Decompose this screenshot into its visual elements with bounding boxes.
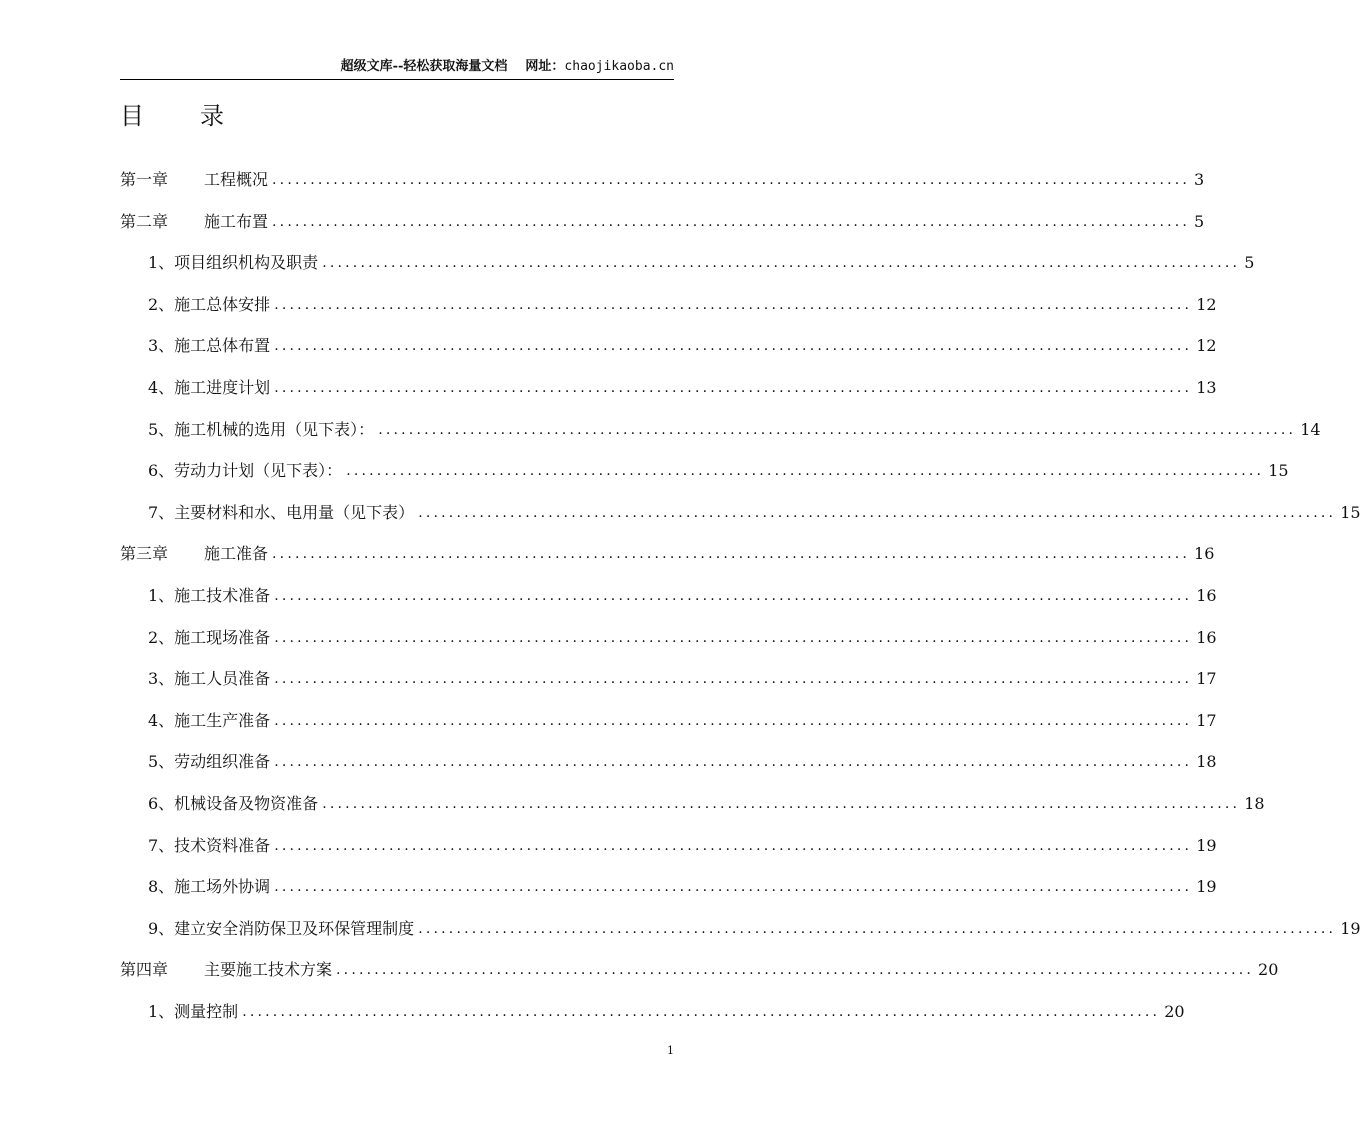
toc-entry-label xyxy=(148,875,270,899)
toc-page-number: 19 xyxy=(1196,877,1217,896)
toc-dot-leader: ........................................................................................................................ xyxy=(346,463,1265,479)
toc-dot-leader: ........................................................................................................................ xyxy=(274,713,1193,729)
toc-title-part1: 目 xyxy=(120,102,144,130)
toc-page-number: 5 xyxy=(1244,253,1255,272)
toc-dot-leader: ........................................................................................................................ xyxy=(274,630,1193,646)
toc-title-part2: 录 xyxy=(200,102,224,130)
toc-entry-label xyxy=(120,168,268,192)
toc-dot-leader: ........................................................................................................................ xyxy=(272,172,1191,188)
toc-section-entry[interactable] xyxy=(148,834,1217,858)
header-url-label: 网址： xyxy=(525,59,565,74)
toc-dot-leader: ........................................................................................................................ xyxy=(274,380,1193,396)
toc-section-entry[interactable] xyxy=(148,667,1217,691)
toc-page-number: 16 xyxy=(1196,628,1217,647)
toc-dot-leader: ........................................................................................................................ xyxy=(274,754,1193,770)
toc-entry-text: 主要施工技术方案 xyxy=(204,960,333,979)
toc-dot-leader: ........................................................................................................................ xyxy=(274,838,1193,854)
toc-entry-label xyxy=(148,376,270,400)
toc-entry-text: 3、施工人员准备 xyxy=(148,669,271,688)
toc-entry-label xyxy=(148,334,270,358)
toc-entry-label xyxy=(148,584,270,608)
toc-section-entry[interactable] xyxy=(148,584,1217,608)
toc-entry-text: 6、机械设备及物资准备 xyxy=(148,794,319,813)
toc-dot-leader: ........................................................................................................................ xyxy=(378,422,1297,438)
toc-chapter-entry[interactable] xyxy=(120,958,1279,982)
toc-entry-text: 6、劳动力计划（见下表）： xyxy=(148,461,343,480)
toc-dot-leader: ........................................................................................................................ xyxy=(418,921,1337,937)
toc-section-entry[interactable] xyxy=(148,792,1265,816)
toc-entry-text: 工程概况 xyxy=(204,170,269,189)
toc-dot-leader: ........................................................................................................................ xyxy=(322,255,1241,271)
toc-entry-text: 施工准备 xyxy=(204,544,269,563)
toc-section-entry[interactable] xyxy=(148,626,1217,650)
toc-dot-leader: ........................................................................................................................ xyxy=(242,1004,1161,1020)
toc-entry-label xyxy=(120,958,332,982)
toc-dot-leader: ........................................................................................................................ xyxy=(336,962,1255,978)
toc-page-number: 19 xyxy=(1340,919,1361,938)
toc-dot-leader: ........................................................................................................................ xyxy=(272,214,1191,230)
toc-page-number: 14 xyxy=(1300,420,1321,439)
toc-entry-label xyxy=(148,626,270,650)
toc-page-number: 5 xyxy=(1194,212,1205,231)
toc-page-number: 16 xyxy=(1194,544,1215,563)
toc-page-number: 18 xyxy=(1244,794,1265,813)
toc-page-number: 12 xyxy=(1196,295,1217,314)
toc-entry-label xyxy=(148,293,270,317)
toc-section-entry[interactable] xyxy=(148,334,1217,358)
toc-chapter-entry[interactable] xyxy=(120,542,1215,566)
toc-entry-label xyxy=(120,210,268,234)
toc-page-number: 17 xyxy=(1196,669,1217,688)
toc-entry-label xyxy=(148,917,414,941)
toc-page-number: 13 xyxy=(1196,378,1217,397)
toc-section-entry[interactable] xyxy=(148,251,1255,275)
toc-entry-label xyxy=(120,542,268,566)
toc-entry-label xyxy=(148,1000,238,1024)
toc-entry-label xyxy=(148,834,270,858)
toc-entry-label xyxy=(148,750,270,774)
toc-chapter-number: 第一章 xyxy=(120,170,169,189)
toc-page-number: 15 xyxy=(1340,503,1361,522)
toc-section-entry[interactable] xyxy=(148,709,1217,733)
toc-section-entry[interactable] xyxy=(148,459,1289,483)
toc-chapter-number: 第四章 xyxy=(120,960,169,979)
toc-dot-leader: ........................................................................................................................ xyxy=(274,297,1193,313)
header-url[interactable]: chaojikaoba.cn xyxy=(564,59,674,74)
toc-entry-text: 8、施工场外协调 xyxy=(148,877,271,896)
toc-dot-leader: ........................................................................................................................ xyxy=(418,505,1337,521)
toc-entry-label xyxy=(148,667,270,691)
toc-section-entry[interactable] xyxy=(148,750,1217,774)
page-number: 1 xyxy=(667,1044,674,1057)
toc-page-number: 20 xyxy=(1164,1002,1185,1021)
header-site-name: 超级文库--轻松获取海量文档 xyxy=(340,59,508,74)
toc-entry-label xyxy=(148,251,318,275)
toc-entry-text: 7、技术资料准备 xyxy=(148,836,271,855)
toc-section-entry[interactable] xyxy=(148,293,1217,317)
toc-page-number: 15 xyxy=(1268,461,1289,480)
toc-entry-label xyxy=(148,709,270,733)
toc-page-number: 3 xyxy=(1194,170,1205,189)
toc-section-entry[interactable] xyxy=(148,1000,1185,1024)
toc-dot-leader: ........................................................................................................................ xyxy=(274,588,1193,604)
toc-entry-text: 2、施工总体安排 xyxy=(148,295,271,314)
toc-entry-label xyxy=(148,792,318,816)
toc-chapter-entry[interactable] xyxy=(120,210,1205,234)
toc-entry-text: 5、劳动组织准备 xyxy=(148,752,271,771)
toc-section-entry[interactable] xyxy=(148,917,1361,941)
toc-entry-text: 1、测量控制 xyxy=(148,1002,239,1021)
toc-section-entry[interactable] xyxy=(148,376,1217,400)
toc-entry-text: 5、施工机械的选用（见下表）： xyxy=(148,420,375,439)
toc-chapter-entry[interactable] xyxy=(120,168,1205,192)
toc-section-entry[interactable] xyxy=(148,418,1321,442)
toc-dot-leader: ........................................................................................................................ xyxy=(272,546,1191,562)
toc-dot-leader: ........................................................................................................................ xyxy=(274,671,1193,687)
toc-entry-label xyxy=(148,501,414,525)
toc-entry-text: 4、施工生产准备 xyxy=(148,711,271,730)
toc-entry-text: 施工布置 xyxy=(204,212,269,231)
toc-section-entry[interactable] xyxy=(148,501,1361,525)
toc-entry-text: 1、施工技术准备 xyxy=(148,586,271,605)
toc-entry-label xyxy=(148,418,374,442)
toc-entry-text: 3、施工总体布置 xyxy=(148,336,271,355)
toc-page-number: 16 xyxy=(1196,586,1217,605)
toc-page-number: 20 xyxy=(1258,960,1279,979)
toc-entry-text: 2、施工现场准备 xyxy=(148,628,271,647)
toc-page-number: 18 xyxy=(1196,752,1217,771)
toc-page-number: 19 xyxy=(1196,836,1217,855)
toc-page-number: 12 xyxy=(1196,336,1217,355)
toc-dot-leader: ........................................................................................................................ xyxy=(274,879,1193,895)
toc-entry-text: 4、施工进度计划 xyxy=(148,378,271,397)
toc-entry-text: 1、项目组织机构及职责 xyxy=(148,253,319,272)
toc-entry-text: 7、主要材料和水、电用量（见下表） xyxy=(148,503,415,522)
toc-chapter-number: 第二章 xyxy=(120,212,169,231)
toc-page-number: 17 xyxy=(1196,711,1217,730)
toc-chapter-number: 第三章 xyxy=(120,544,169,563)
toc-entry-text: 9、建立安全消防保卫及环保管理制度 xyxy=(148,919,415,938)
toc-entry-label xyxy=(148,459,342,483)
toc-section-entry[interactable] xyxy=(148,875,1217,899)
toc-dot-leader: ........................................................................................................................ xyxy=(322,796,1241,812)
toc-dot-leader: ........................................................................................................................ xyxy=(274,338,1193,354)
